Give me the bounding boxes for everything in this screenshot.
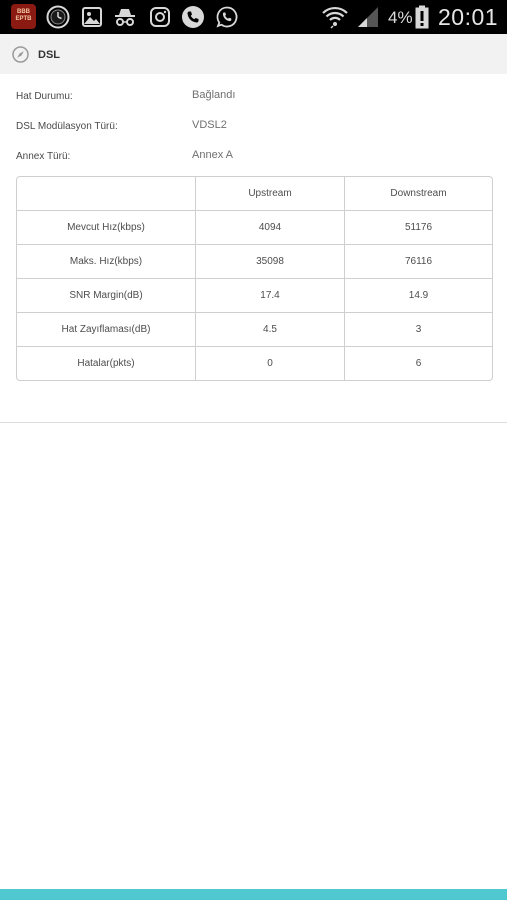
downstream-value: 76116 [345, 245, 492, 279]
downstream-value: 51176 [345, 211, 492, 245]
info-row-modulation [0, 119, 507, 137]
upstream-value: 4.5 [196, 313, 345, 347]
battery-alert-icon [415, 5, 429, 29]
row-label: Maks. Hız(kbps) [17, 245, 196, 279]
downstream-value: 3 [345, 313, 492, 347]
section-header[interactable] [0, 34, 507, 74]
modulation-label: DSL Modülasyon Türü: [16, 121, 118, 132]
page-title: DSL [38, 49, 60, 61]
phone-icon [181, 5, 205, 29]
info-row-annex [0, 149, 507, 167]
table-row [17, 313, 492, 347]
annex-label: Annex Türü: [16, 151, 71, 162]
section-divider [0, 422, 507, 423]
signal-icon [356, 5, 380, 29]
line-status-value: Bağlandı [192, 89, 236, 101]
dsl-stats-table [16, 176, 493, 381]
row-label: Mevcut Hız(kbps) [17, 211, 196, 245]
wifi-icon [322, 5, 348, 29]
downstream-value: 6 [415, 358, 422, 369]
gallery-icon [80, 5, 104, 29]
row-label: Hatalar(pkts) [17, 347, 196, 380]
incognito-icon [113, 5, 137, 29]
table-row [17, 347, 492, 380]
table-header-downstream: Downstream [345, 177, 492, 211]
info-row-line-status [0, 89, 507, 107]
table-row [17, 245, 492, 279]
upstream-value: 35098 [196, 245, 345, 279]
annex-value: Annex A [192, 149, 233, 161]
whatsapp-icon [215, 5, 239, 29]
downstream-value: 14.9 [345, 279, 492, 313]
table-row [17, 279, 492, 313]
instagram-icon [148, 5, 172, 29]
app-tile-icon [11, 4, 36, 29]
compass-icon [12, 46, 29, 63]
status-bar [0, 0, 507, 34]
clock-app-icon [46, 5, 70, 29]
bottom-accent-bar [0, 889, 507, 900]
row-label: Hat Zayıflaması(dB) [17, 313, 196, 347]
battery-percent: 4% [388, 8, 413, 27]
table-row [17, 211, 492, 245]
table-header-empty [17, 177, 196, 211]
line-status-label: Hat Durumu: [16, 91, 73, 102]
table-header-upstream: Upstream [196, 177, 345, 211]
upstream-value: 0 [196, 347, 345, 380]
row-label: SNR Margin(dB) [17, 279, 196, 313]
table-header-row [17, 177, 492, 211]
app-tile-text: BBB EPTB [15, 9, 32, 22]
modulation-value: VDSL2 [192, 119, 227, 131]
upstream-value: 17.4 [196, 279, 345, 313]
upstream-value: 4094 [196, 211, 345, 245]
status-time: 20:01 [438, 4, 499, 30]
